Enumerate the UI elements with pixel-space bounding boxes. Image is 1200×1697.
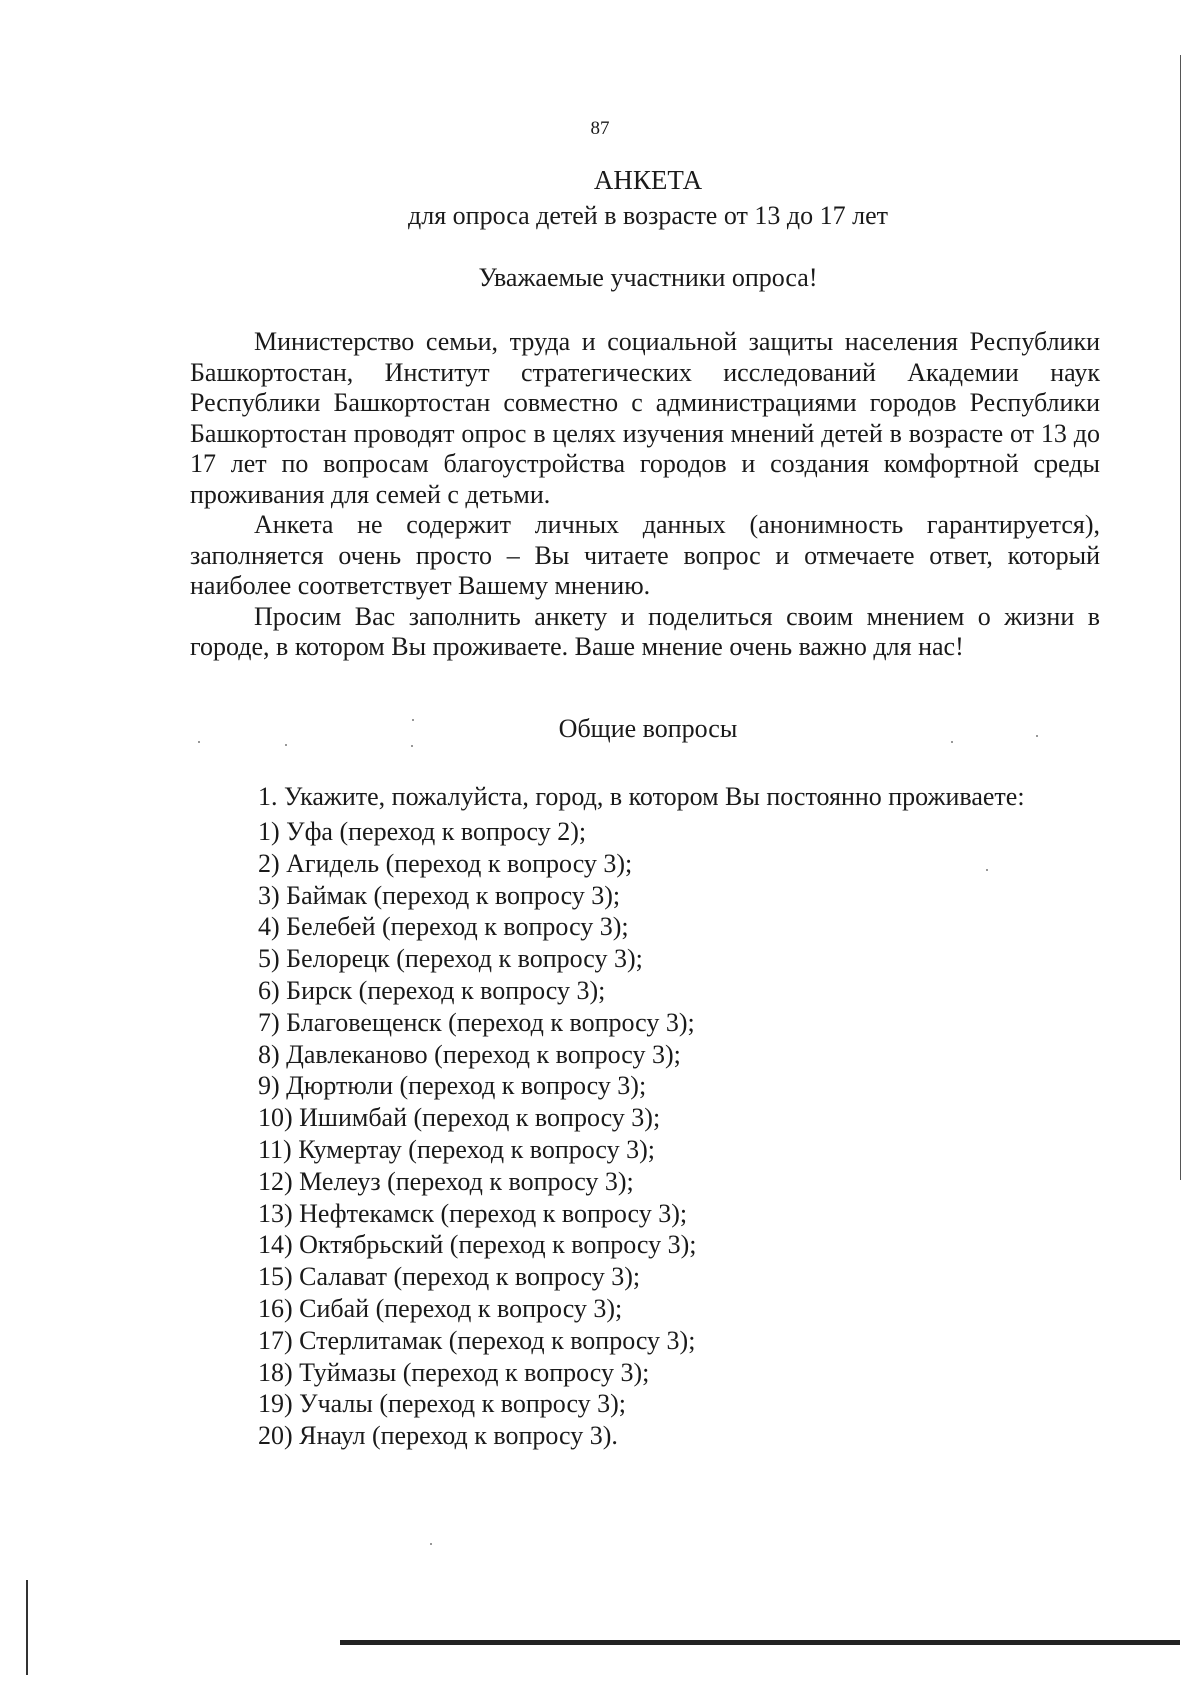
intro-text bbox=[190, 327, 1100, 663]
answer-option: 10) Ишимбай (переход к вопросу 3); bbox=[258, 1103, 661, 1133]
intro-paragraph: Просим Вас заполнить анкету и поделиться своим мнением о жизни в городе, в котором Вы проживаете. Ваше мнение очень важно для нас! bbox=[190, 601, 1100, 661]
greeting: Уважаемые участники опроса! bbox=[478, 263, 818, 292]
answer-options-list bbox=[258, 816, 696, 1452]
scan-speck bbox=[430, 1543, 432, 1545]
answer-option: 9) Дюртюли (переход к вопросу 3); bbox=[258, 1071, 647, 1101]
document-title: АНКЕТА bbox=[593, 165, 703, 195]
answer-option: 13) Нефтекамск (переход к вопросу 3); bbox=[258, 1198, 688, 1228]
answer-option: 6) Бирск (переход к вопросу 3); bbox=[258, 975, 606, 1005]
answer-option: 15) Салават (переход к вопросу 3); bbox=[258, 1262, 641, 1292]
answer-option: 12) Мелеуз (переход к вопросу 3); bbox=[258, 1166, 634, 1196]
scan-margin-line bbox=[26, 1580, 28, 1675]
page-number: 87 bbox=[590, 118, 610, 139]
scan-speck bbox=[411, 745, 413, 747]
scan-speck bbox=[1036, 735, 1038, 737]
scan-speck bbox=[198, 741, 200, 743]
answer-option: 1) Уфа (переход к вопросу 2); bbox=[258, 817, 587, 846]
answer-option: 18) Туймазы (переход к вопросу 3); bbox=[258, 1357, 650, 1387]
intro-paragraph: Министерство семьи, труда и социальной защиты населения Республики Башкортостан, Институт стратегических исследований Академии наук Республики Башкортостан совместно с администрациями городов Республики Башкортостан проводят опрос в целях изучения мнений детей в возрасте от 13 до 17 лет по вопросам благоустройства городов и создания комфортной среды проживания для семей с детьми. bbox=[190, 327, 1100, 509]
answer-option: 17) Стерлитамак (переход к вопросу 3); bbox=[258, 1325, 696, 1355]
answer-option: 16) Сибай (переход к вопросу 3); bbox=[258, 1293, 623, 1323]
section-heading: Общие вопросы bbox=[558, 714, 738, 743]
scan-speck bbox=[986, 869, 988, 871]
scan-speck bbox=[951, 741, 953, 743]
answer-option: 7) Благовещенск (переход к вопросу 3); bbox=[258, 1007, 695, 1037]
bottom-rule bbox=[340, 1640, 1180, 1645]
scan-speck bbox=[285, 744, 287, 746]
answer-option: 3) Баймак (переход к вопросу 3); bbox=[258, 880, 621, 910]
question-text: 1. Укажите, пожалуйста, город, в котором Вы постоянно проживаете: bbox=[258, 782, 1025, 811]
answer-option: 8) Давлеканово (переход к вопросу 3); bbox=[258, 1039, 681, 1069]
answer-option: 2) Агидель (переход к вопросу 3); bbox=[258, 848, 633, 878]
answer-option: 5) Белорецк (переход к вопросу 3); bbox=[258, 944, 643, 974]
answer-option: 11) Кумертау (переход к вопросу 3); bbox=[258, 1134, 655, 1164]
answer-option: 19) Учалы (переход к вопросу 3); bbox=[258, 1389, 627, 1419]
document-subtitle: для опроса детей в возрасте от 13 до 17 лет bbox=[408, 201, 888, 230]
answer-option: 20) Янаул (переход к вопросу 3). bbox=[258, 1421, 618, 1451]
intro-paragraph: Анкета не содержит личных данных (анонимность гарантируется), заполняется очень просто – Вы читаете вопрос и отмечаете ответ, который наиболее соответствует Вашему мнению. bbox=[190, 510, 1100, 600]
answer-option: 4) Белебей (переход к вопросу 3); bbox=[258, 912, 629, 942]
answer-option: 14) Октябрьский (переход к вопросу 3); bbox=[258, 1230, 697, 1260]
scan-speck bbox=[412, 719, 414, 721]
